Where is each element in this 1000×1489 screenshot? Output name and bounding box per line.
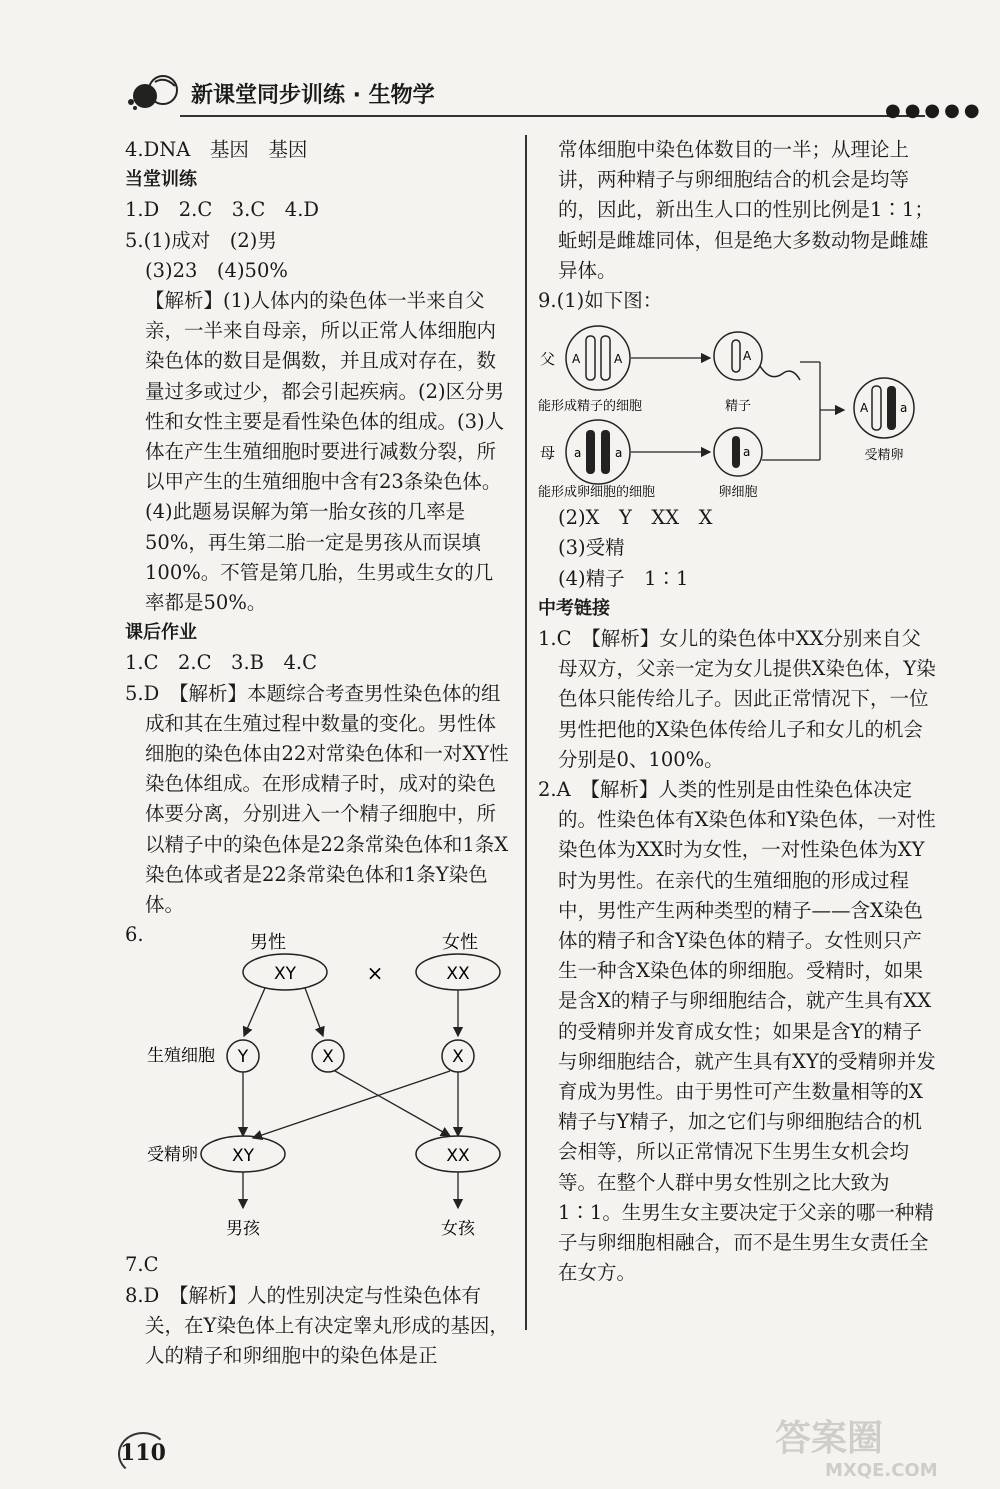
- analysis-paragraph: 2.A 【解析】人类的性别是由性染色体决定的。性染色体有X染色体和Y染色体，一对性染色体为XX时为女性，一对性染色体为XY时为男性。在亲代的生殖细胞的形成过程中，男性产生两种类型的精子——含X染色体的精子和含Y染色体的精子。女性则只产生一种含X染色体的卵细胞。受精时，如果是含X的精子与卵细胞结合，就产生具有XX的受精卵并发育成女性；如果是含Y的精子与卵细胞结合，就产生具有XY的受精卵并发育成为男性。由于男性可产生数量相等的X精子与Y精子，加之它们与卵细胞结合的机会相等，所以正常情况下生男生女机会均等。在整个人群中男女性别之比大致为1∶1。生男生女主要决定于父亲的哪一种精子与卵细胞相融合，而不是生男生女责任全在女方。: [538, 778, 936, 1285]
- section-heading-homework: 课后作业: [125, 622, 197, 644]
- sperm-tail: [760, 366, 800, 380]
- svg-text:答案圈: 答案圈: [775, 1418, 884, 1459]
- right-column: [538, 135, 938, 1289]
- parent-xx-label: XX: [446, 964, 470, 985]
- gamete-y-label: Y: [237, 1047, 249, 1068]
- egg-caption: 卵细胞: [718, 485, 758, 501]
- zygote-row-label: 受精卵: [147, 1145, 198, 1166]
- male-label: 男性: [250, 932, 286, 954]
- arrow: [305, 988, 323, 1036]
- gamete-x-label-female: X: [452, 1047, 464, 1068]
- father-label: 父: [540, 350, 556, 369]
- watermark-logo: [765, 1410, 985, 1480]
- gamete-row-label: 生殖细胞: [147, 1046, 215, 1067]
- allele-A-label: A: [572, 352, 581, 367]
- parent-xy-label: XY: [273, 964, 297, 985]
- answer-line: 4.DNA 基因 基因: [125, 138, 308, 161]
- column-divider: [525, 135, 527, 1330]
- answer-line: (3)23 (4)50%: [145, 258, 288, 282]
- boy-label: 男孩: [226, 1219, 260, 1240]
- chromosome: [586, 430, 595, 474]
- section-heading-classroom: 当堂训练: [125, 169, 197, 191]
- answer-line: 9.(1)如下图：: [538, 289, 663, 313]
- allele-A-label: A: [860, 401, 869, 416]
- allele-a-label: a: [743, 445, 751, 460]
- cross-symbol: ×: [366, 961, 384, 986]
- zygote-xx-label: XX: [446, 1146, 470, 1167]
- allele-A-label: A: [743, 349, 752, 364]
- answer-line: 5.(1)成对 (2)男: [125, 228, 277, 252]
- allele-A-label: A: [614, 352, 623, 367]
- section-heading-exam-link: 中考链接: [538, 597, 610, 619]
- answer-line: 1.C 2.C 3.B 4.C: [125, 651, 318, 675]
- answer-line: (4)精子 1∶1: [558, 566, 689, 590]
- female-label: 女性: [442, 932, 478, 954]
- arrow: [244, 988, 265, 1036]
- sperm-cell: [714, 332, 762, 380]
- series-title: 新课堂同步训练 · 生物学: [191, 83, 435, 108]
- chromosome: [586, 336, 595, 380]
- analysis-paragraph: 1.C 【解析】女儿的染色体中XX分别来自父母双方，父亲一定为女儿提供X染色体，Y染色体只能传给儿子。因此正常情况下，一位男性把他的X染色体传给儿子和女儿的机会分别是0、100%。: [538, 627, 936, 771]
- chromosome: [601, 430, 610, 474]
- mother-label: 母: [540, 444, 556, 463]
- allele-a-label: a: [900, 401, 908, 416]
- answer-line: 7.C: [125, 1253, 159, 1277]
- chromosome: [872, 386, 881, 430]
- egg-cell-caption: 能形成卵细胞的细胞: [538, 485, 656, 501]
- left-column: [125, 135, 510, 1371]
- sex-determination-diagram: [125, 932, 510, 1246]
- answer-line: (3)受精: [558, 536, 625, 560]
- header-rule: [180, 115, 925, 117]
- sperm-cell-caption: 能形成精子的细胞: [538, 399, 643, 415]
- svg-text:MXQE.COM: MXQE.COM: [825, 1460, 938, 1481]
- girl-label: 女孩: [441, 1219, 475, 1240]
- gamete-x-label-male: X: [322, 1047, 334, 1068]
- chromosome: [732, 340, 740, 372]
- arrow: [335, 1071, 450, 1136]
- chromosome: [601, 336, 610, 380]
- allele-a-label: a: [615, 446, 623, 461]
- zygote-xy-label: XY: [231, 1146, 255, 1167]
- allele-a-label: a: [574, 446, 582, 461]
- analysis-paragraph: 常体细胞中染色体数目的一半；从理论上讲，两种精子与卵细胞结合的机会是均等的，因此，新出生人口的性别比例是1∶1；蚯蚓是雌雄同体，但是绝大多数动物是雌雄异体。: [558, 138, 934, 282]
- answer-line: (2)X Y XX X: [558, 506, 713, 530]
- analysis-paragraph: 5.D 【解析】本题综合考查男性染色体的组成和其在生殖过程中数量的变化。男性体细胞的染色体由22对常染色体和一对XY性染色体组成。在形成精子时，成对的染色体要分离，分别进入一个精子细胞中，所以精子中的染色体是22条常染色体和1条X染色体或者是22条常染色体和1条Y染色体。: [125, 681, 509, 917]
- analysis-paragraph: 【解析】(1)人体内的染色体一半来自父亲，一半来自母亲，所以正常人体细胞内染色体的数目是偶数，并且成对存在，数量过多或过少，都会引起疾病。(2)区分男性和女性主要是看性染色体的组成。(3)人体在产生生殖细胞时要进行减数分裂，所以甲产生的生殖细胞中含有23条染色体。(4)此题易误解为第一胎女孩的几率是50%，再生第二胎一定是男孩从而误填100%。不管是第几胎，生男或生女的几率都是50%。: [145, 289, 505, 615]
- chromosome: [732, 436, 740, 468]
- fertilization-diagram: [538, 322, 938, 501]
- book-logo-icon: [125, 72, 185, 112]
- question-number: 6.: [125, 923, 144, 947]
- page-number: 110: [120, 1440, 166, 1466]
- chromosome: [887, 386, 896, 430]
- sperm-caption: 精子: [724, 399, 752, 415]
- header-dots: ●●●●●: [885, 100, 984, 121]
- analysis-paragraph: 8.D 【解析】人的性别决定与性染色体有关，在Y染色体上有决定睾丸形成的基因，人的精子和卵细胞中的染色体是正: [125, 1283, 509, 1368]
- zygote-caption: 受精卵: [864, 448, 904, 464]
- answer-line: 1.D 2.C 3.C 4.D: [125, 198, 320, 222]
